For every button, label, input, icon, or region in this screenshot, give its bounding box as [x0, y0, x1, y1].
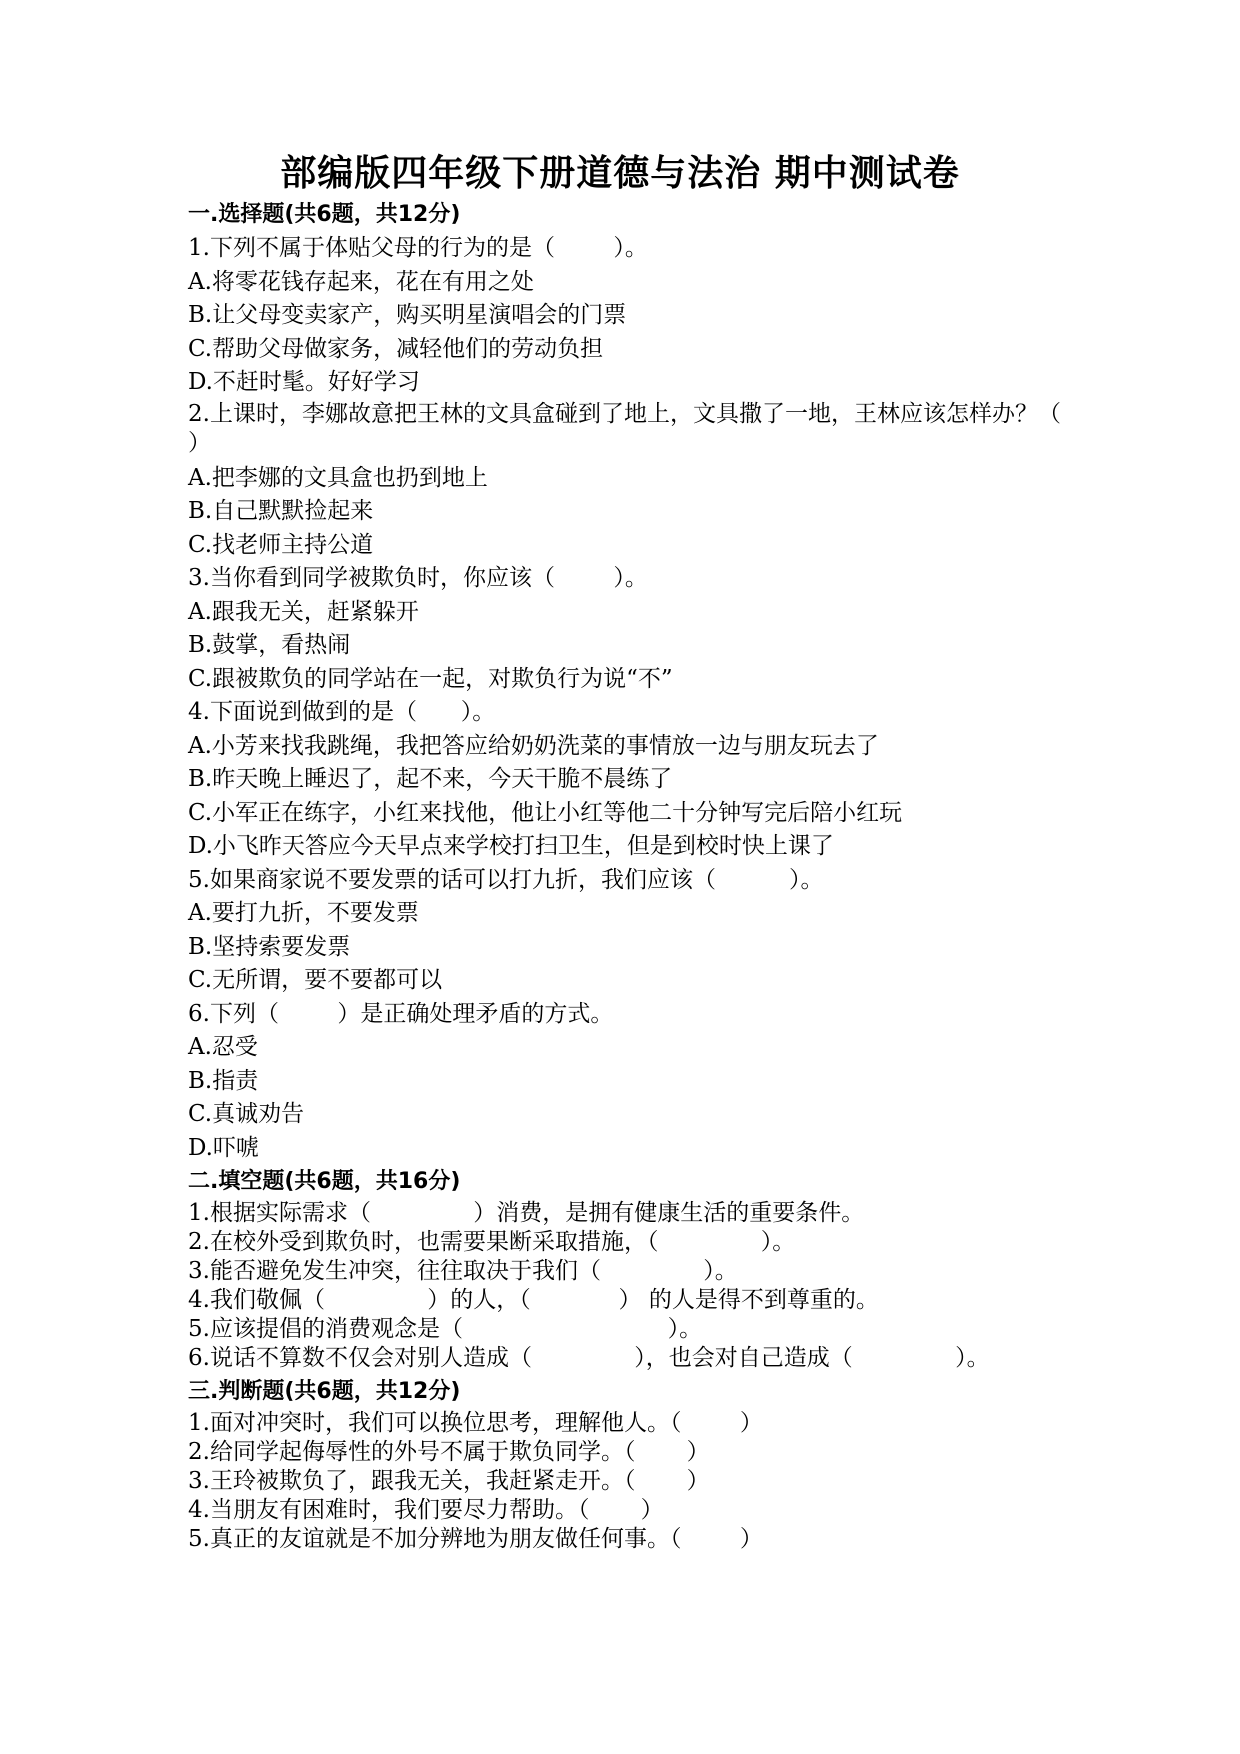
- judge-line: 5.真正的友谊就是不加分辨地为朋友做任何事。（ ）: [188, 1526, 763, 1552]
- fill-line: 4.我们敬佩（ ）的人，（ ） 的人是得不到尊重的。: [188, 1287, 879, 1313]
- judge-line: 2.给同学起侮辱性的外号不属于欺负同学。（ ）: [188, 1439, 710, 1465]
- option-line: B.坚持索要发票: [188, 933, 351, 960]
- question-line: 4.下面说到做到的是（ ）。: [188, 699, 496, 725]
- option-line: D.不赶时髦。好好学习: [188, 369, 420, 395]
- option-line: C.跟被欺负的同学站在一起，对欺负行为说“不”: [188, 665, 673, 692]
- judge-line: 3.王玲被欺负了，跟我无关，我赶紧走开。（ ）: [188, 1468, 710, 1494]
- question-line: 3.当你看到同学被欺负时，你应该（ ）。: [188, 565, 648, 591]
- option-line: C.无所谓，要不要都可以: [188, 967, 443, 993]
- fill-line: 1.根据实际需求（ ）消费，是拥有健康生活的重要条件。: [188, 1200, 865, 1226]
- option-line: B.鼓掌，看热闹: [188, 632, 351, 658]
- option-line: A.小芳来找我跳绳，我把答应给奶奶洗菜的事情放一边与朋友玩去了: [188, 732, 879, 759]
- question-line: 2.上课时，李娜故意把王林的文具盒碰到了地上，文具撒了一地，王林应该怎样办？（ ）: [188, 400, 1120, 456]
- page-title: 部编版四年级下册道德与法治 期中测试卷: [280, 153, 960, 194]
- option-line: B.自己默默捡起来: [188, 498, 374, 524]
- section-heading-choice: 一.选择题(共6题，共12分): [188, 202, 461, 227]
- option-line: D.吓唬: [188, 1134, 259, 1161]
- option-line: A.要打九折，不要发票: [188, 900, 419, 926]
- option-line: A.跟我无关，赶紧躲开: [188, 598, 419, 625]
- question-line: 6.下列（ ）是正确处理矛盾的方式。: [188, 1000, 614, 1027]
- fill-line: 6.说话不算数不仅会对别人造成（ ），也会对自己造成（ ）。: [188, 1345, 990, 1371]
- section-heading-fill: 二.填空题(共6题，共16分): [188, 1169, 461, 1194]
- option-line: A.将零花钱存起来，花在有用之处: [188, 268, 534, 295]
- option-line: B.让父母变卖家产，购买明星演唱会的门票: [188, 302, 627, 328]
- option-line: B.昨天晚上睡迟了，起不来，今天干脆不晨练了: [188, 766, 673, 792]
- fill-line: 5.应该提倡的消费观念是（ ）。: [188, 1316, 703, 1342]
- fill-line: 3.能否避免发生冲突，往往取决于我们（ ）。: [188, 1258, 738, 1284]
- option-line: C.真诚劝告: [188, 1101, 305, 1127]
- exam-content: [188, 198, 1120, 1554]
- option-line: A.把李娜的文具盒也扔到地上: [188, 464, 488, 491]
- option-line: A.忍受: [188, 1034, 258, 1060]
- option-line: C.帮助父母做家务，减轻他们的劳动负担: [188, 335, 604, 362]
- option-line: D.小飞昨天答应今天早点来学校打扫卫生，但是到校时快上课了: [188, 833, 834, 859]
- judge-line: 1.面对冲突时，我们可以换位思考，理解他人。（ ）: [188, 1410, 763, 1436]
- option-line: B.指责: [188, 1067, 259, 1094]
- question-line: 1.下列不属于体贴父母的行为的是（ ）。: [188, 235, 648, 261]
- option-line: C.小军正在练字，小红来找他，他让小红等他二十分钟写完后陪小红玩: [188, 799, 903, 826]
- fill-line: 2.在校外受到欺负时，也需要果断采取措施，（ ）。: [188, 1229, 796, 1255]
- section-heading-judge: 三.判断题(共6题，共12分): [188, 1379, 461, 1404]
- option-line: C.找老师主持公道: [188, 531, 374, 558]
- judge-line: 4.当朋友有困难时，我们要尽力帮助。（ ）: [188, 1497, 664, 1523]
- question-line: 5.如果商家说不要发票的话可以打九折，我们应该（ ）。: [188, 866, 824, 893]
